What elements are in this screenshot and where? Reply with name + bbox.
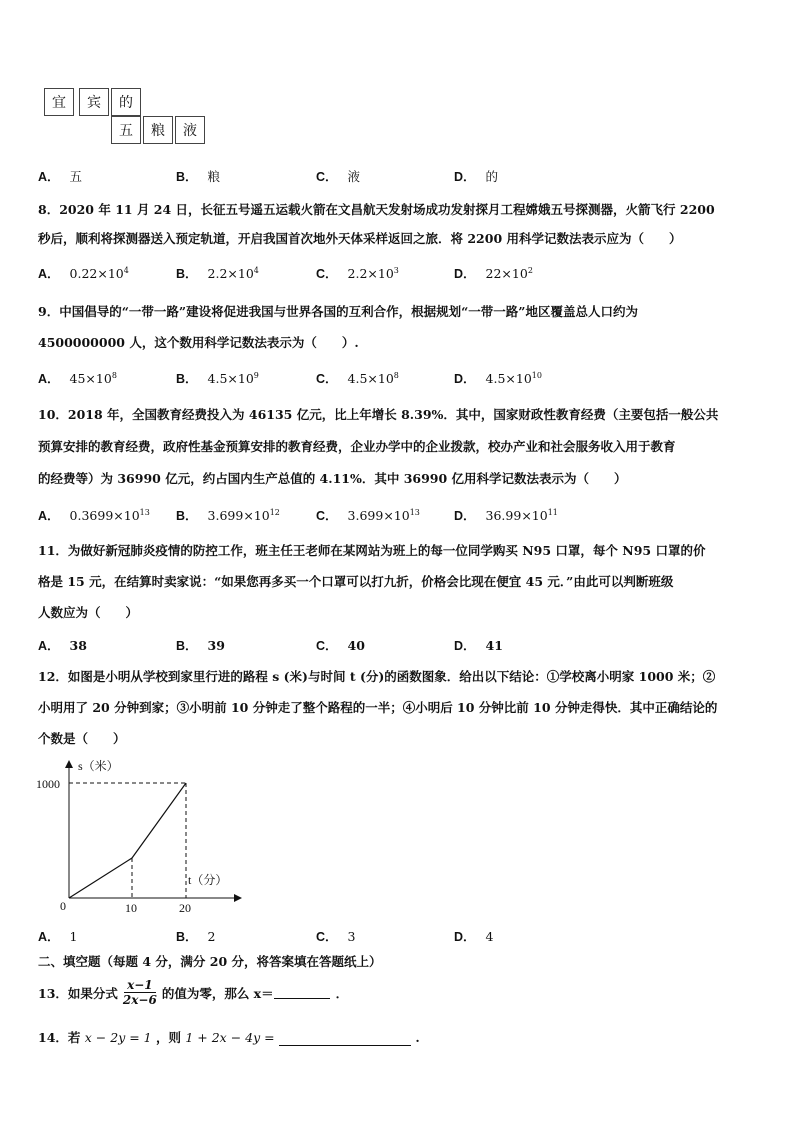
q9-option-a[interactable]: A． $45\times 10^8$ bbox=[38, 371, 117, 386]
q11-option-a[interactable]: A． 38 bbox=[38, 638, 87, 653]
q10-option-d[interactable]: D． $36.99\times 10^{11}$ bbox=[454, 508, 558, 523]
q8-option-a[interactable]: A． $0.22\times 10^4$ bbox=[38, 266, 129, 281]
q12-stem-line3: 个数是（ ） bbox=[38, 731, 126, 746]
q10-stem-line2: 预算安排的教育经费，政府性基金预算安排的教育经费，企业办学中的企业拨款，校办产业和社会服务收入用于教育 bbox=[38, 439, 676, 454]
q13-suffix: 的值为零，那么 x＝ bbox=[161, 985, 274, 1001]
q14-expression: 1 + 2x − 4y = bbox=[185, 1030, 275, 1045]
q11-stem-line2: 格是 15 元，在结算时卖家说：“如果您再多买一个口罩可以打九折，价格会比现在便宜 45 元．”由此可以判断班级 bbox=[38, 574, 674, 589]
q12-stem-line1: 12．如图是小明从学校到家里行进的路程 s (米)与时间 t (分)的函数图象．给出以下结论：①学校离小明家 1000 米；② bbox=[38, 669, 716, 684]
q11-stem-line1: 11．为做好新冠肺炎疫情的防控工作，班主任王老师在某网站为班上的每一位同学购买 N95 口罩，每个 N95 口罩的价 bbox=[38, 543, 706, 558]
q8-stem-line1: 8．2020 年 11 月 24 日，长征五号遥五运载火箭在文昌航天发射场成功发射探月工程嫦娥五号探测器，火箭飞行 2200 bbox=[38, 202, 715, 217]
grid-cell: 粮 bbox=[143, 116, 173, 144]
q7-option-a[interactable]: A． 五 bbox=[38, 169, 83, 184]
q7-option-d[interactable]: D． 的 bbox=[454, 169, 499, 184]
x-tick-10: 10 bbox=[125, 901, 137, 915]
q14-stem bbox=[38, 1028, 420, 1046]
q13-numerator: x−1 bbox=[124, 978, 156, 993]
q7-option-c[interactable]: C． 液 bbox=[316, 169, 361, 184]
x-tick-20: 20 bbox=[179, 901, 191, 915]
q8-option-c[interactable]: C． $2.2\times 10^3$ bbox=[316, 266, 399, 281]
q10-option-a[interactable]: A． $0.3699\times 10^{13}$ bbox=[38, 508, 150, 523]
q10-stem-line1: 10．2018 年，全国教育经费投入为 46135 亿元，比上年增长 8.39%．其中，国家财政性教育经费（主要包括一般公共 bbox=[38, 407, 719, 422]
grid-cell: 的 bbox=[111, 88, 141, 116]
q10-stem-line3: 的经费等）为 36990 亿元，约占国内生产总值的 4.11%．其中 36990 亿用科学记数法表示为（ ） bbox=[38, 471, 627, 486]
section-2-title: 二、填空题（每题 4 分，满分 20 分，将答案填在答题纸上） bbox=[38, 954, 382, 969]
q12-stem-line2: 小明用了 20 分钟到家；③小明前 10 分钟走了整个路程的一半；④小明后 10 分钟比前 10 分钟走得快．其中正确结论的 bbox=[38, 700, 718, 715]
q11-stem-line3: 人数应为（ ） bbox=[38, 605, 139, 620]
q11-option-d[interactable]: D． 41 bbox=[454, 638, 503, 653]
q9-option-b[interactable]: B． $4.5\times 10^9$ bbox=[176, 371, 259, 386]
grid-cell: 宜 bbox=[44, 88, 74, 116]
distance-curve bbox=[69, 783, 186, 898]
q8-stem-line2: 秒后，顺利将探测器送入预定轨道，开启我国首次地外天体采样返回之旅．将 2200 用科学记数法表示应为（ ） bbox=[38, 231, 682, 246]
q7-option-b[interactable]: B． 粮 bbox=[176, 169, 221, 184]
q9-option-c[interactable]: C． $4.5\times 10^8$ bbox=[316, 371, 399, 386]
q10-option-b[interactable]: B． $3.699\times 10^{12}$ bbox=[176, 508, 280, 523]
distance-time-graph bbox=[30, 752, 250, 917]
q13-end: ． bbox=[335, 985, 349, 1001]
q8-option-b[interactable]: B． $2.2\times 10^4$ bbox=[176, 266, 259, 281]
q12-option-c[interactable]: C． 3 bbox=[316, 929, 356, 944]
q12-option-a[interactable]: A． 1 bbox=[38, 929, 78, 944]
q13-denominator: 2x−6 bbox=[122, 993, 157, 1007]
q9-stem-line1: 9．中国倡导的“一带一路”建设将促进我国与世界各国的互利合作，根据规划“一带一路”地区覆盖总人口约为 bbox=[38, 304, 638, 319]
x-axis-label: t（分） bbox=[188, 873, 228, 887]
q9-option-d[interactable]: D． $4.5\times 10^{10}$ bbox=[454, 371, 542, 386]
grid-cell: 五 bbox=[111, 116, 141, 144]
q13-stem bbox=[38, 978, 348, 1007]
q14-answer-blank[interactable] bbox=[279, 1033, 411, 1046]
q8-option-d[interactable]: D． $22\times 10^2$ bbox=[454, 266, 533, 281]
q11-option-b[interactable]: B． 39 bbox=[176, 638, 225, 653]
q14-condition: x − 2y = 1 bbox=[84, 1030, 152, 1045]
q12-option-d[interactable]: D． 4 bbox=[454, 929, 494, 944]
q12-option-b[interactable]: B． 2 bbox=[176, 929, 216, 944]
y-axis-label: s（米） bbox=[78, 759, 119, 773]
q11-option-c[interactable]: C． 40 bbox=[316, 638, 365, 653]
q9-stem-line2: 4500000000 人，这个数用科学记数法表示为（ ）. bbox=[38, 335, 359, 350]
q10-option-c[interactable]: C． $3.699\times 10^{13}$ bbox=[316, 508, 420, 523]
grid-cell: 液 bbox=[175, 116, 205, 144]
q14-prefix: 14．若 bbox=[38, 1030, 81, 1045]
origin-label: 0 bbox=[60, 899, 66, 913]
q14-end: . bbox=[415, 1030, 420, 1045]
grid-cell: 宾 bbox=[79, 88, 109, 116]
y-tick-1000: 1000 bbox=[36, 777, 60, 791]
q13-fraction bbox=[120, 978, 160, 1007]
q14-middle: ，则 bbox=[155, 1030, 181, 1045]
q13-answer-blank[interactable] bbox=[274, 986, 330, 999]
q13-prefix: 13．如果分式 bbox=[38, 985, 118, 1001]
